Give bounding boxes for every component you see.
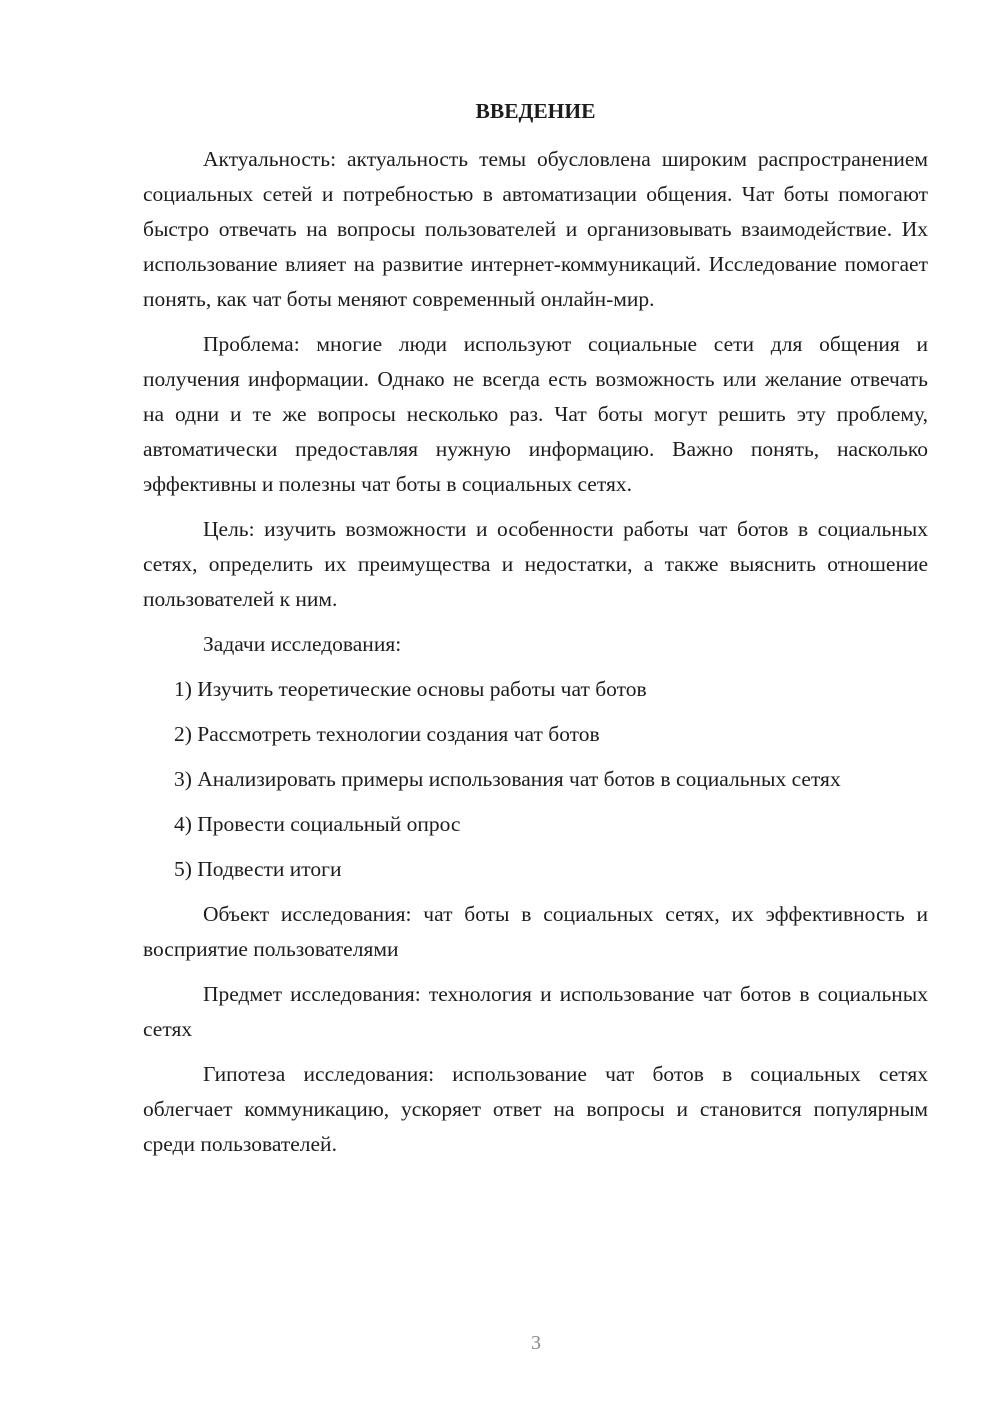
document-page bbox=[143, 94, 928, 1172]
relevance-paragraph: Актуальность: актуальность темы обусловлена широким распространением социальных сетей и потребностью в автоматизации общения. Чат боты помогают быстро отвечать на вопросы пользователей и организовывать взаимодействие. Их использование влияет на развитие интернет-коммуникаций. Исследование помогает понять, как чат боты меняют современный онлайн-мир. bbox=[143, 147, 928, 311]
task-item-4: 4) Провести социальный опрос bbox=[174, 812, 461, 836]
subject-paragraph: Предмет исследования: технология и использование чат ботов в социальных сетях bbox=[143, 982, 928, 1041]
section-heading: ВВЕДЕНИЕ bbox=[475, 99, 596, 123]
task-item-3: 3) Анализировать примеры использования чат ботов в социальных сетях bbox=[174, 767, 841, 791]
tasks-title: Задачи исследования: bbox=[203, 632, 402, 656]
hypothesis-paragraph: Гипотеза исследования: использование чат ботов в социальных сетях облегчает коммуникацию, ускоряет ответ на вопросы и становится популярным среди пользователей. bbox=[143, 1062, 928, 1156]
page-number: 3 bbox=[531, 1332, 541, 1354]
task-item-2: 2) Рассмотреть технологии создания чат ботов bbox=[174, 722, 600, 746]
goal-paragraph: Цель: изучить возможности и особенности работы чат ботов в социальных сетях, определить их преимущества и недостатки, а также выяснить отношение пользователей к ним. bbox=[143, 517, 928, 611]
task-item-1: 1) Изучить теоретические основы работы чат ботов bbox=[174, 677, 647, 701]
object-paragraph: Объект исследования: чат боты в социальных сетях, их эффективность и восприятие пользователями bbox=[143, 902, 928, 961]
task-item-5: 5) Подвести итоги bbox=[174, 857, 342, 881]
problem-paragraph: Проблема: многие люди используют социальные сети для общения и получения информации. Однако не всегда есть возможность или желание отвечать на одни и те же вопросы несколько раз. Чат боты могут решить эту проблему, автоматически предоставляя нужную информацию. Важно понять, насколько эффективны и полезны чат боты в социальных сетях. bbox=[143, 332, 928, 496]
